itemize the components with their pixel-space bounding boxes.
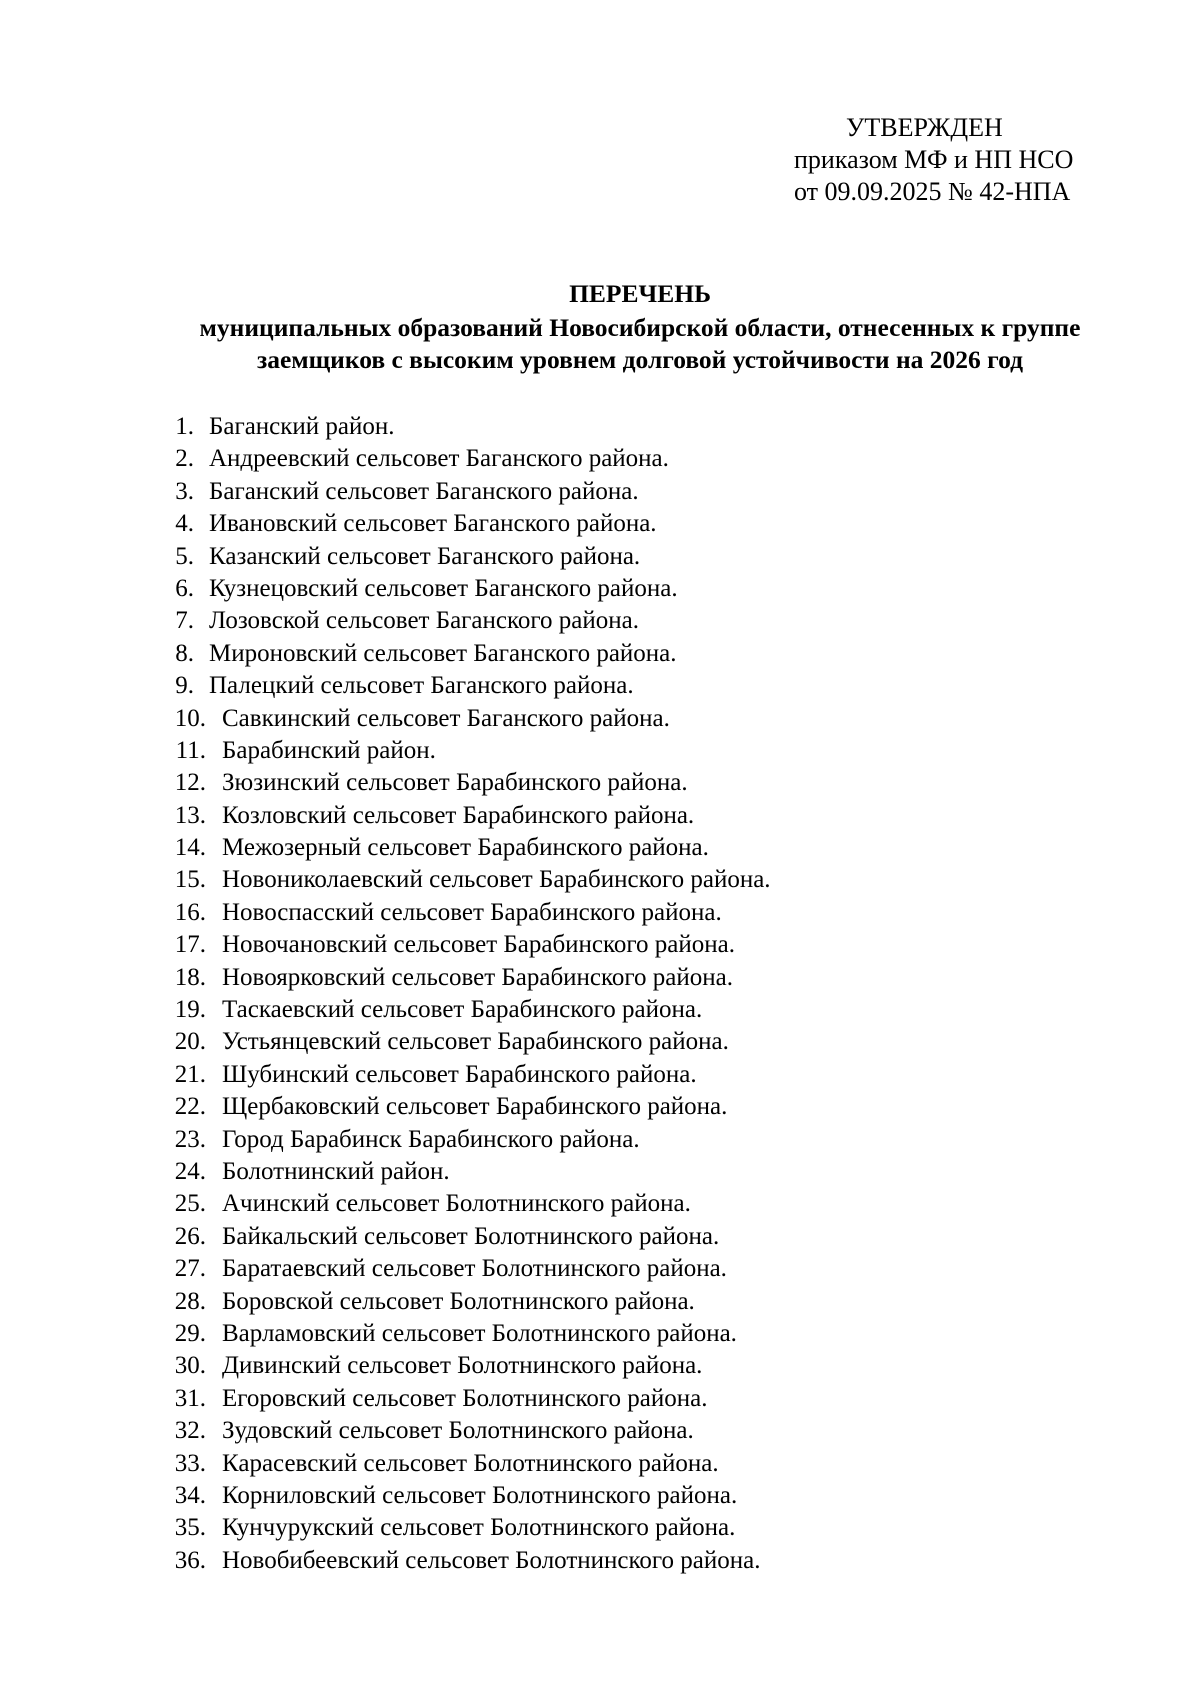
list-item	[0, 605, 1200, 637]
list-item	[0, 508, 1200, 540]
municipality-list	[0, 411, 1200, 1577]
list-item-number: 23.	[174, 1125, 206, 1153]
list-item	[0, 573, 1200, 605]
list-item	[0, 962, 1200, 994]
list-item-text: Боровской сельсовет Болотнинского района.	[222, 1287, 695, 1315]
list-item-text: Таскаевский сельсовет Барабинского района.	[222, 996, 703, 1024]
list-item	[0, 994, 1200, 1026]
list-item	[0, 1124, 1200, 1156]
list-item	[0, 670, 1200, 702]
list-item	[0, 897, 1200, 929]
list-item	[0, 832, 1200, 864]
list-item-number: 4.	[175, 510, 194, 538]
list-item	[0, 1221, 1200, 1253]
list-item-text: Кузнецовский сельсовет Баганского района.	[209, 574, 678, 602]
list-item-number: 11.	[175, 736, 206, 764]
list-item-number: 33.	[174, 1449, 206, 1477]
list-item	[0, 476, 1200, 508]
list-item-text: Корниловский сельсовет Болотнинского района.	[222, 1481, 738, 1509]
list-item-text: Шубинский сельсовет Барабинского района.	[222, 1060, 697, 1088]
list-item-text: Город Барабинск Барабинского района.	[222, 1125, 640, 1153]
list-item-text: Баганский район.	[209, 413, 395, 440]
list-item-number: 10.	[174, 704, 206, 732]
list-item-number: 15.	[174, 866, 206, 894]
list-item	[0, 1512, 1200, 1544]
list-item-text: Казанский сельсовет Баганского района.	[209, 542, 641, 570]
list-item-text: Болотнинский район.	[222, 1157, 450, 1185]
list-item	[0, 929, 1200, 961]
list-item-text: Егоровский сельсовет Болотнинского района.	[222, 1384, 708, 1412]
list-item-text: Новониколаевский сельсовет Барабинского района.	[222, 866, 771, 894]
list-item	[0, 1286, 1200, 1318]
approval-stamp	[770, 112, 1100, 208]
list-item	[0, 1156, 1200, 1188]
list-item-text: Ивановский сельсовет Баганского района.	[209, 510, 657, 538]
list-item	[0, 767, 1200, 799]
list-item-number: 14.	[174, 834, 206, 862]
list-item-number: 19.	[174, 996, 206, 1024]
list-item-number: 3.	[175, 477, 194, 505]
list-item-text: Карасевский сельсовет Болотнинского района.	[222, 1449, 719, 1477]
list-item	[0, 703, 1200, 735]
list-item-text: Зюзинский сельсовет Барабинского района.	[222, 769, 688, 797]
list-item	[0, 800, 1200, 832]
list-item	[0, 1383, 1200, 1415]
list-item-number: 1.	[175, 413, 194, 440]
list-item	[0, 864, 1200, 896]
document-subtitle-line-1: муниципальных образований Новосибирской области, отнесенных к группе	[199, 313, 1081, 342]
list-item-number: 30.	[174, 1352, 206, 1380]
document-subtitle-line-2: заемщиков с высоким уровнем долговой устойчивости на 2026 год	[256, 345, 1024, 374]
list-item-number: 25.	[174, 1190, 206, 1218]
list-item-text: Баратаевский сельсовет Болотнинского района.	[222, 1255, 727, 1283]
list-item-number: 36.	[174, 1546, 206, 1574]
list-item-text: Баганский сельсовет Баганского района.	[209, 477, 639, 505]
list-item-text: Дивинский сельсовет Болотнинского района.	[222, 1352, 703, 1380]
list-item-number: 34.	[174, 1481, 206, 1509]
list-item	[0, 1188, 1200, 1220]
list-item-text: Новочановский сельсовет Барабинского района.	[222, 931, 735, 959]
list-item-number: 18.	[174, 963, 206, 991]
list-item-number: 17.	[174, 931, 206, 959]
approval-date-number: от 09.09.2025 № 42-НПА	[794, 177, 1071, 206]
list-item	[0, 1059, 1200, 1091]
list-item	[0, 1253, 1200, 1285]
list-item-number: 32.	[174, 1417, 206, 1445]
list-item	[0, 1415, 1200, 1447]
list-item-number: 24.	[174, 1157, 206, 1185]
list-item-number: 12.	[174, 769, 206, 797]
list-item	[0, 443, 1200, 475]
list-item	[0, 1448, 1200, 1480]
list-item-number: 8.	[175, 639, 194, 667]
approval-title: УТВЕРЖДЕН	[846, 113, 1003, 142]
list-item	[0, 1318, 1200, 1350]
list-item-text: Кунчурукский сельсовет Болотнинского района.	[222, 1514, 736, 1542]
list-item-number: 16.	[174, 898, 206, 926]
list-item-text: Зудовский сельсовет Болотнинского района.	[222, 1417, 694, 1445]
list-item-text: Новоярковский сельсовет Барабинского района.	[222, 963, 733, 991]
list-item	[0, 1480, 1200, 1512]
list-item-text: Барабинский район.	[222, 736, 436, 764]
document-title	[150, 278, 1130, 376]
list-item-text: Новобибеевский сельсовет Болотнинского района.	[222, 1546, 761, 1574]
list-item-number: 13.	[174, 801, 206, 829]
list-item-text: Палецкий сельсовет Баганского района.	[209, 672, 634, 700]
list-item-number: 29.	[174, 1319, 206, 1347]
list-item-text: Варламовский сельсовет Болотнинского района.	[222, 1319, 737, 1347]
list-item	[0, 1091, 1200, 1123]
list-item-number: 31.	[174, 1384, 206, 1412]
document-heading: ПЕРЕЧЕНЬ	[569, 279, 711, 308]
list-item	[0, 411, 1200, 443]
list-item-text: Ачинский сельсовет Болотнинского района.	[222, 1190, 691, 1218]
list-item-text: Межозерный сельсовет Барабинского района.	[222, 834, 709, 862]
list-item-number: 7.	[175, 607, 194, 635]
list-item-text: Новоспасский сельсовет Барабинского района.	[222, 898, 722, 926]
list-item-number: 27.	[174, 1255, 206, 1283]
list-item-number: 20.	[174, 1028, 206, 1056]
list-item-text: Лозовской сельсовет Баганского района.	[209, 607, 639, 635]
list-item	[0, 735, 1200, 767]
list-item-number: 6.	[175, 574, 194, 602]
list-item-number: 35.	[174, 1514, 206, 1542]
list-item-text: Андреевский сельсовет Баганского района.	[209, 445, 669, 473]
list-item-number: 26.	[174, 1222, 206, 1250]
list-item-number: 28.	[174, 1287, 206, 1315]
list-item	[0, 1545, 1200, 1577]
list-item-number: 5.	[175, 542, 194, 570]
list-item-number: 9.	[175, 672, 194, 700]
list-item-text: Устьянцевский сельсовет Барабинского района.	[222, 1028, 729, 1056]
list-item-number: 22.	[174, 1093, 206, 1121]
list-item-text: Мироновский сельсовет Баганского района.	[209, 639, 677, 667]
list-item-number: 2.	[175, 445, 194, 473]
list-item	[0, 1350, 1200, 1382]
list-item	[0, 541, 1200, 573]
list-item	[0, 638, 1200, 670]
list-item-text: Козловский сельсовет Барабинского района.	[222, 801, 695, 829]
list-item-text: Байкальский сельсовет Болотнинского района.	[222, 1222, 720, 1250]
approval-order: приказом МФ и НП НСО	[794, 145, 1074, 174]
list-item-number: 21.	[174, 1060, 206, 1088]
list-item-text: Щербаковский сельсовет Барабинского района.	[222, 1093, 728, 1121]
list-item-text: Савкинский сельсовет Баганского района.	[222, 704, 670, 732]
list-item	[0, 1026, 1200, 1058]
